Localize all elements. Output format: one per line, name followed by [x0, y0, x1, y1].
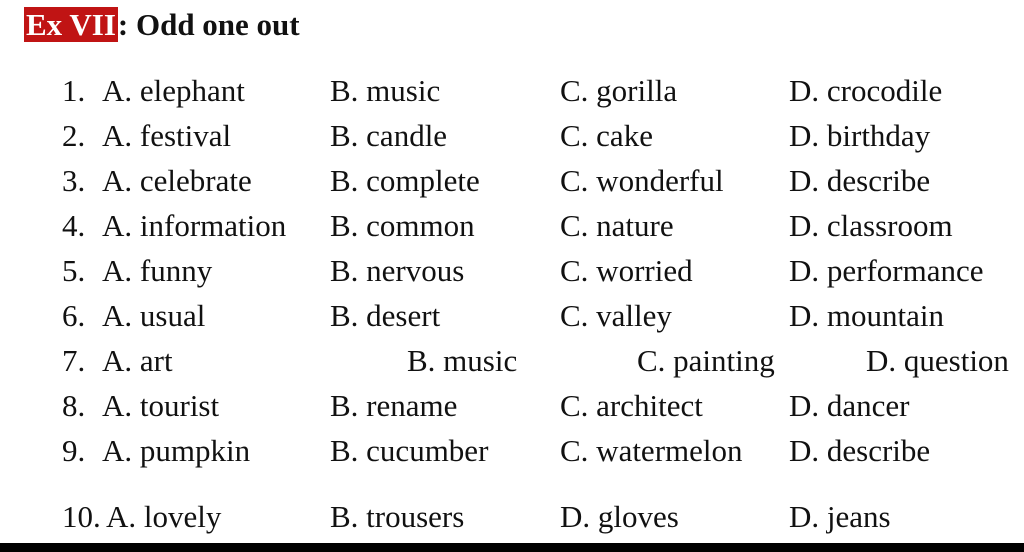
option-d: D. jeans [789, 499, 891, 534]
question-number: 8. [62, 388, 86, 423]
option-c: C. watermelon [560, 433, 743, 468]
question-number: 6. [62, 298, 86, 333]
exercise-badge: Ex VII [26, 7, 116, 42]
option-d: D. classroom [789, 208, 953, 243]
option-d: D. performance [789, 253, 984, 288]
option-d: D. crocodile [789, 73, 943, 108]
option-d: D. describe [789, 433, 931, 468]
option-a: A. lovely [106, 499, 222, 534]
option-a: A. pumpkin [102, 433, 251, 468]
question-number: 3. [62, 163, 86, 198]
option-c: C. gorilla [560, 73, 678, 108]
option-c: C. worried [560, 253, 693, 288]
option-b: B. desert [330, 298, 441, 333]
option-a: A. tourist [102, 388, 220, 423]
option-d: D. describe [789, 163, 931, 198]
question-number: 7. [62, 343, 86, 378]
exercise-heading: : Odd one out [117, 7, 300, 42]
option-b: B. candle [330, 118, 448, 153]
option-b: B. trousers [330, 499, 465, 534]
option-a: A. festival [102, 118, 232, 153]
option-d: D. mountain [789, 298, 944, 333]
option-b: B. cucumber [330, 433, 489, 468]
exercise-title [24, 6, 300, 44]
question-number: 4. [62, 208, 86, 243]
question-number: 2. [62, 118, 86, 153]
option-d: D. question [866, 343, 1009, 378]
question-number: 1. [62, 73, 86, 108]
question-number: 10. [62, 499, 101, 534]
option-c: C. wonderful [560, 163, 724, 198]
option-b: B. rename [330, 388, 458, 423]
question-number: 5. [62, 253, 86, 288]
option-d: D. birthday [789, 118, 931, 153]
option-b: B. music [330, 73, 441, 108]
option-c: C. architect [560, 388, 703, 423]
option-b: B. complete [330, 163, 480, 198]
option-a: A. usual [102, 298, 206, 333]
option-a: A. funny [102, 253, 213, 288]
option-b: B. nervous [330, 253, 465, 288]
bottom-divider [0, 543, 1024, 552]
option-c: C. cake [560, 118, 653, 153]
question-number: 9. [62, 433, 86, 468]
option-c: D. gloves [560, 499, 679, 534]
option-b: B. music [407, 343, 518, 378]
option-a: A. art [102, 343, 173, 378]
option-d: D. dancer [789, 388, 910, 423]
option-c: C. painting [637, 343, 775, 378]
option-c: C. nature [560, 208, 674, 243]
option-a: A. information [102, 208, 287, 243]
option-a: A. elephant [102, 73, 245, 108]
option-a: A. celebrate [102, 163, 252, 198]
option-b: B. common [330, 208, 475, 243]
option-c: C. valley [560, 298, 672, 333]
